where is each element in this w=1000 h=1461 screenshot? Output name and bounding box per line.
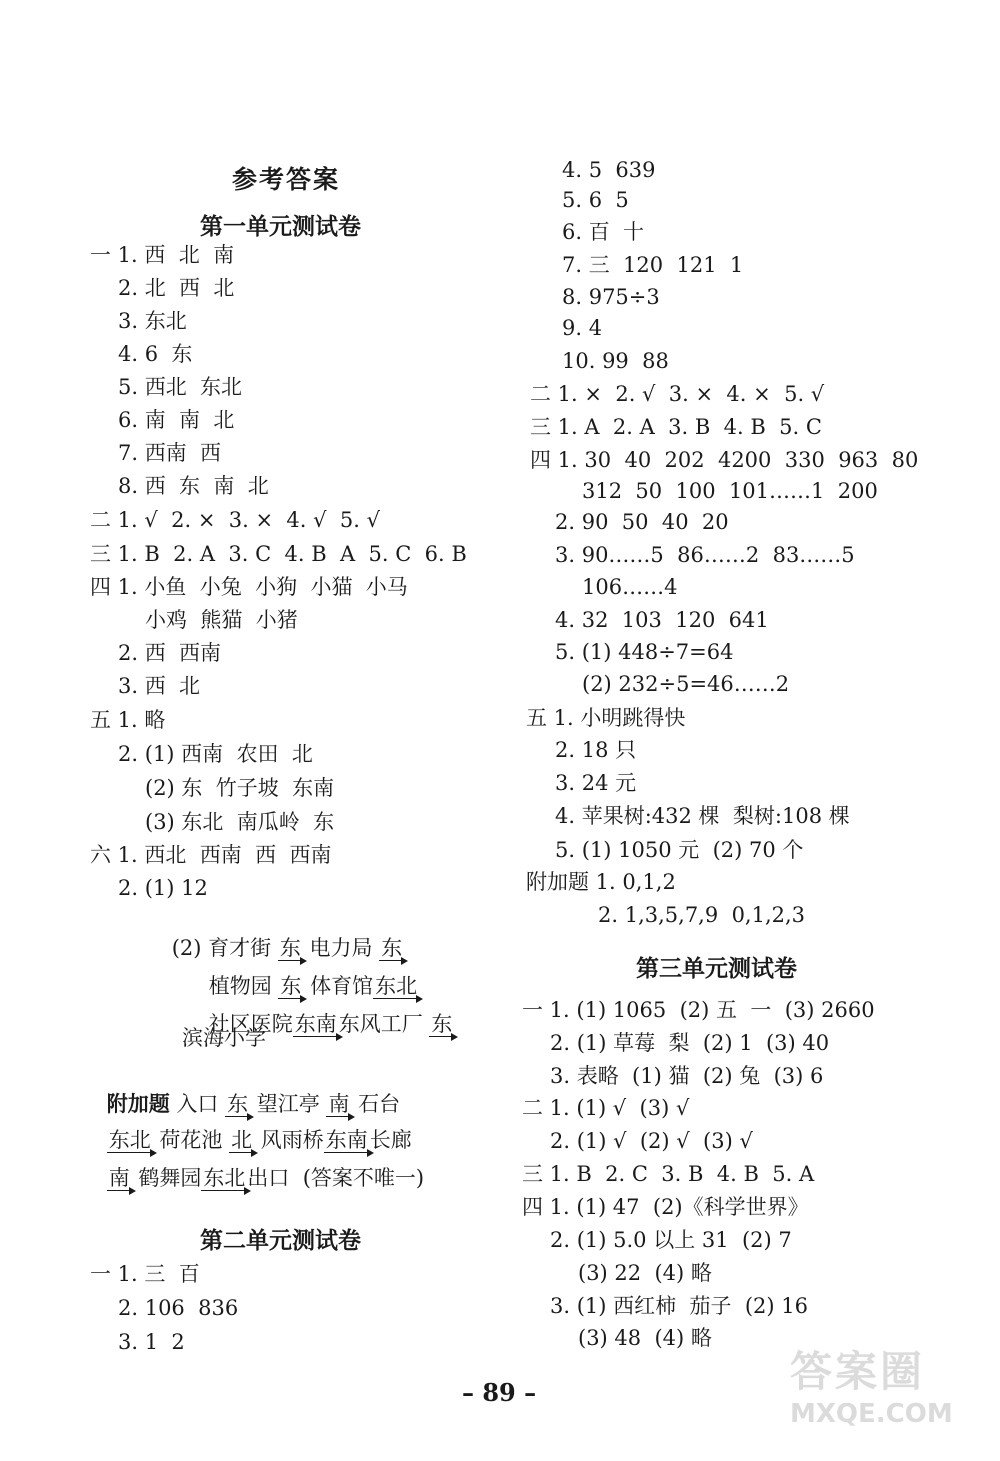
route-text: 鹤舞园 <box>138 1166 202 1190</box>
answer-line: 9. 4 <box>562 316 603 340</box>
route-text: 入口 <box>176 1092 219 1116</box>
answer-line: 7. 三 120 121 1 <box>562 253 744 277</box>
answer-line: 一 1. 三 百 <box>90 1262 200 1286</box>
route-text: (2) 育才街 <box>171 936 272 960</box>
answer-line: 2. 18 只 <box>555 738 637 762</box>
route-text: 东风工厂 <box>338 1012 423 1036</box>
route-text: 植物园 <box>208 974 272 998</box>
answer-line: 7. 西南 西 <box>118 441 222 465</box>
direction-arrow: 东 <box>381 936 403 960</box>
answer-line: 3. 东北 <box>118 309 187 333</box>
answer-line: (3) 东北 南瓜岭 东 <box>145 810 335 834</box>
answer-line: 5. (1) 448÷7=64 <box>555 640 734 664</box>
answer-line: 2. 90 50 40 20 <box>555 510 729 534</box>
answer-line: 一 1. 西 北 南 <box>90 243 235 267</box>
answer-line: 5. 西北 东北 <box>118 375 243 399</box>
answer-line: 二 1. (1) √ (3) √ <box>522 1096 690 1120</box>
answer-line: 2. 西 西南 <box>118 641 222 665</box>
direction-arrow: 东 <box>279 936 301 960</box>
answer-line: 4. 苹果树:432 棵 梨树:108 棵 <box>555 804 850 828</box>
answer-line: 四 1. 30 40 202 4200 330 963 80 <box>530 448 919 472</box>
direction-arrow: 东 <box>227 1092 249 1116</box>
answer-line: 6. 南 南 北 <box>118 408 235 432</box>
answer-line: 4. 5 639 <box>562 158 656 182</box>
direction-arrow: 东北 <box>203 1166 246 1190</box>
bonus-label: 附加题 <box>106 1091 170 1116</box>
answer-line: 3. 1 2 <box>118 1330 185 1354</box>
answer-line: 2. 106 836 <box>118 1296 239 1320</box>
answer-line: 2. (1) √ (2) √ (3) √ <box>550 1129 753 1153</box>
direction-arrow: 东 <box>431 1012 453 1036</box>
unit3-title: 第三单元测试卷 <box>636 955 797 982</box>
answer-line: 六 1. 西北 西南 西 西南 <box>90 843 332 867</box>
answer-line: 2. 1,3,5,7,9 0,1,2,3 <box>598 903 806 927</box>
answer-line: 106……4 <box>582 575 678 599</box>
direction-arrow: 北 <box>231 1128 253 1152</box>
route-text: 长廊 <box>369 1128 412 1152</box>
answer-line: 312 50 100 101……1 200 <box>582 479 878 503</box>
answer-line: 三 1. B 2. C 3. B 4. B 5. A <box>522 1162 815 1186</box>
direction-arrow: 东南 <box>294 1012 337 1036</box>
answer-line: 3. 90……5 86……2 83……5 <box>555 543 855 567</box>
answer-line: 3. (1) 西红柿 茄子 (2) 16 <box>550 1294 808 1318</box>
answer-line: 4. 32 103 120 641 <box>555 608 769 632</box>
answer-line: 4. 6 东 <box>118 342 193 366</box>
page-title: 参考答案 <box>232 165 341 194</box>
unit1-title: 第一单元测试卷 <box>200 213 361 240</box>
answer-line: 滨海小学 <box>182 1026 266 1050</box>
direction-arrow: 南 <box>108 1166 130 1190</box>
answer-line: 2. (1) 西南 农田 北 <box>118 742 313 766</box>
watermark-logo <box>790 1339 980 1449</box>
direction-arrow: 东南 <box>325 1128 368 1152</box>
route-text: 石台 <box>358 1092 401 1116</box>
direction-arrow: 东北 <box>375 974 418 998</box>
answer-line: 6. 百 十 <box>562 220 645 244</box>
answer-line: 2. (1) 12 <box>118 876 208 900</box>
route-text: 电力局 <box>309 936 373 960</box>
answer-line: (3) 48 (4) 略 <box>578 1326 712 1350</box>
answer-line: 附加题 1. 0,1,2 <box>526 870 676 894</box>
answer-line: 3. 24 元 <box>555 771 637 795</box>
answer-line: 5. (1) 1050 元 (2) 70 个 <box>555 838 804 862</box>
answer-line: 8. 975÷3 <box>562 285 660 309</box>
route-text: 荷花池 <box>159 1128 223 1152</box>
answer-line: 小鸡 熊猫 小猪 <box>145 608 298 632</box>
answer-line: 2. 北 西 北 <box>118 276 235 300</box>
direction-arrow: 东 <box>280 974 302 998</box>
route-text: 风雨桥 <box>260 1128 324 1152</box>
direction-arrow: 东北 <box>108 1128 151 1152</box>
route-text: 体育馆 <box>310 974 374 998</box>
answer-line: 二 1. √ 2. × 3. × 4. √ 5. √ <box>90 508 380 532</box>
watermark-logo-text: 答案圈 <box>790 1347 926 1396</box>
answer-line: (2) 232÷5=46……2 <box>582 672 790 696</box>
answer-line: 二 1. × 2. √ 3. × 4. × 5. √ <box>530 382 825 406</box>
page-number: – 89 – <box>462 1378 537 1407</box>
route-text: 望江亭 <box>256 1092 320 1116</box>
answer-line: 三 1. B 2. A 3. C 4. B A 5. C 6. B <box>90 542 467 566</box>
answer-line: 五 1. 小明跳得快 <box>526 706 686 730</box>
answer-line: 一 1. (1) 1065 (2) 五 一 (3) 2660 <box>522 998 875 1022</box>
route-line <box>80 1142 424 1215</box>
route-text: 出口 (答案不唯一) <box>247 1166 425 1190</box>
answer-line: 三 1. A 2. A 3. B 4. B 5. C <box>530 415 822 439</box>
unit2-title: 第二单元测试卷 <box>200 1227 361 1254</box>
answer-line: 10. 99 88 <box>562 349 669 373</box>
answer-line: 8. 西 东 南 北 <box>118 474 269 498</box>
answer-line: (3) 22 (4) 略 <box>578 1261 712 1285</box>
answer-line: 四 1. 小鱼 小兔 小狗 小猫 小马 <box>90 575 408 599</box>
answer-line: 2. (1) 5.0 以上 31 (2) 7 <box>550 1228 792 1252</box>
direction-arrow: 南 <box>328 1092 350 1116</box>
answer-line: 四 1. (1) 47 (2)《科学世界》 <box>522 1195 809 1219</box>
answer-line: 3. 西 北 <box>118 674 201 698</box>
answer-line: (2) 东 竹子坡 东南 <box>145 776 335 800</box>
answer-line: 3. 表略 (1) 猫 (2) 兔 (3) 6 <box>550 1064 824 1088</box>
answer-line: 2. (1) 草莓 梨 (2) 1 (3) 40 <box>550 1031 830 1055</box>
route-line <box>182 988 454 1061</box>
answer-line: 五 1. 略 <box>90 708 166 732</box>
answer-line: 5. 6 5 <box>562 188 629 212</box>
watermark-url: MXQE.COM <box>790 1399 953 1429</box>
route-text: 社区医院 <box>208 1012 293 1036</box>
